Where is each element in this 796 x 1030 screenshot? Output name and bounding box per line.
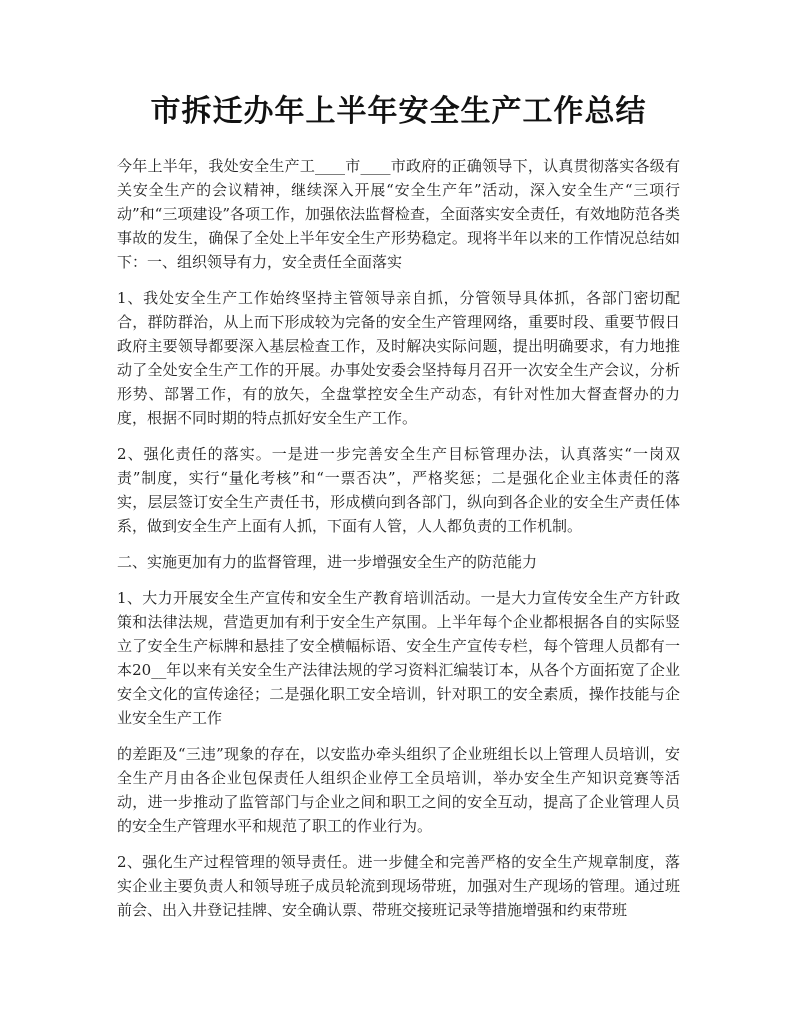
paragraph-responsibility: 2、强化责任的落实。一是进一步完善安全生产目标管理办法，认真落实“一岗双责”制度，实行“量化考核”和“一票否决”，严格奖惩；二是强化企业主体责任的落实，层层签订安全生产责任书，形成横向到各部门，纵向到各企业的安全生产责任体系，做到安全生产上面有人抓，下面有人管，人人都负责的工作机制。 [117, 445, 680, 535]
section-heading-supervision: 二、实施更加有力的监督管理，进一步增强安全生产的防范能力 [117, 553, 538, 571]
paragraph-training-continued: 的差距及“三违”现象的存在，以安监办牵头组织了企业班组长以上管理人员培训，安全生产月由各企业包保责任人组织企业停工全员培训，举办安全生产知识竞赛等活动，进一步推动了监管部门与企业之间和职工之间的安全互动，提高了企业管理人员的安全生产管理水平和规范了职工的作业行为。 [117, 745, 680, 835]
document-title: 市拆迁办年上半年安全生产工作总结 [150, 94, 647, 129]
intro-paragraph: 今年上半年，我处安全生产工____市____市政府的正确领导下，认真贯彻落实各级有关安全生产的会议精神，继续深入开展“安全生产年”活动，深入安全生产“三项行动”和“三项建设”各项工作，加强依法监督检查，全面落实安全责任，有效地防范各类事故的发生，确保了全处上半年安全生产形势稳定。现将半年以来的工作情况总结如下：一、组织领导有力，安全责任全面落实 [117, 157, 681, 271]
paragraph-process-management: 2、强化生产过程管理的领导责任。进一步健全和完善严格的安全生产规章制度，落实企业主要负责人和领导班子成员轮流到现场带班，加强对生产现场的管理。通过班前会、出入井登记挂牌、安全确认票、带班交接班记录等措施增强和约束带班 [117, 853, 680, 919]
paragraph-leadership: 1、我处安全生产工作始终坚持主管领导亲自抓，分管领导具体抓，各部门密切配合，群防群治，从上而下形成较为完备的安全生产管理网络，重要时段、重要节假日政府主要领导都要深入基层检查工作，及时解决实际问题，提出明确要求，有力地推动了全处安全生产工作的开展。办事处安委会坚持每月召开一次安全生产会议，分析形势、部署工作，有的放矢，全盘掌控安全生产动态，有针对性加大督查督办的力度，根据不同时期的特点抓好安全生产工作。 [117, 289, 680, 427]
paragraph-training: 1、大力开展安全生产宣传和安全生产教育培训活动。一是大力宣传安全生产方针政策和法律法规，营造更加有利于安全生产氛围。上半年每个企业都根据各自的实际竖立了安全生产标牌和悬挂了安全横幅标语、安全生产宣传专栏，每个管理人员都有一本20__年以来有关安全生产法律法规的学习资料汇编装订本，从各个方面拓宽了企业安全文化的宣传途径；二是强化职工安全培训，针对职工的安全素质，操作技能与企业安全生产工作 [117, 589, 680, 727]
